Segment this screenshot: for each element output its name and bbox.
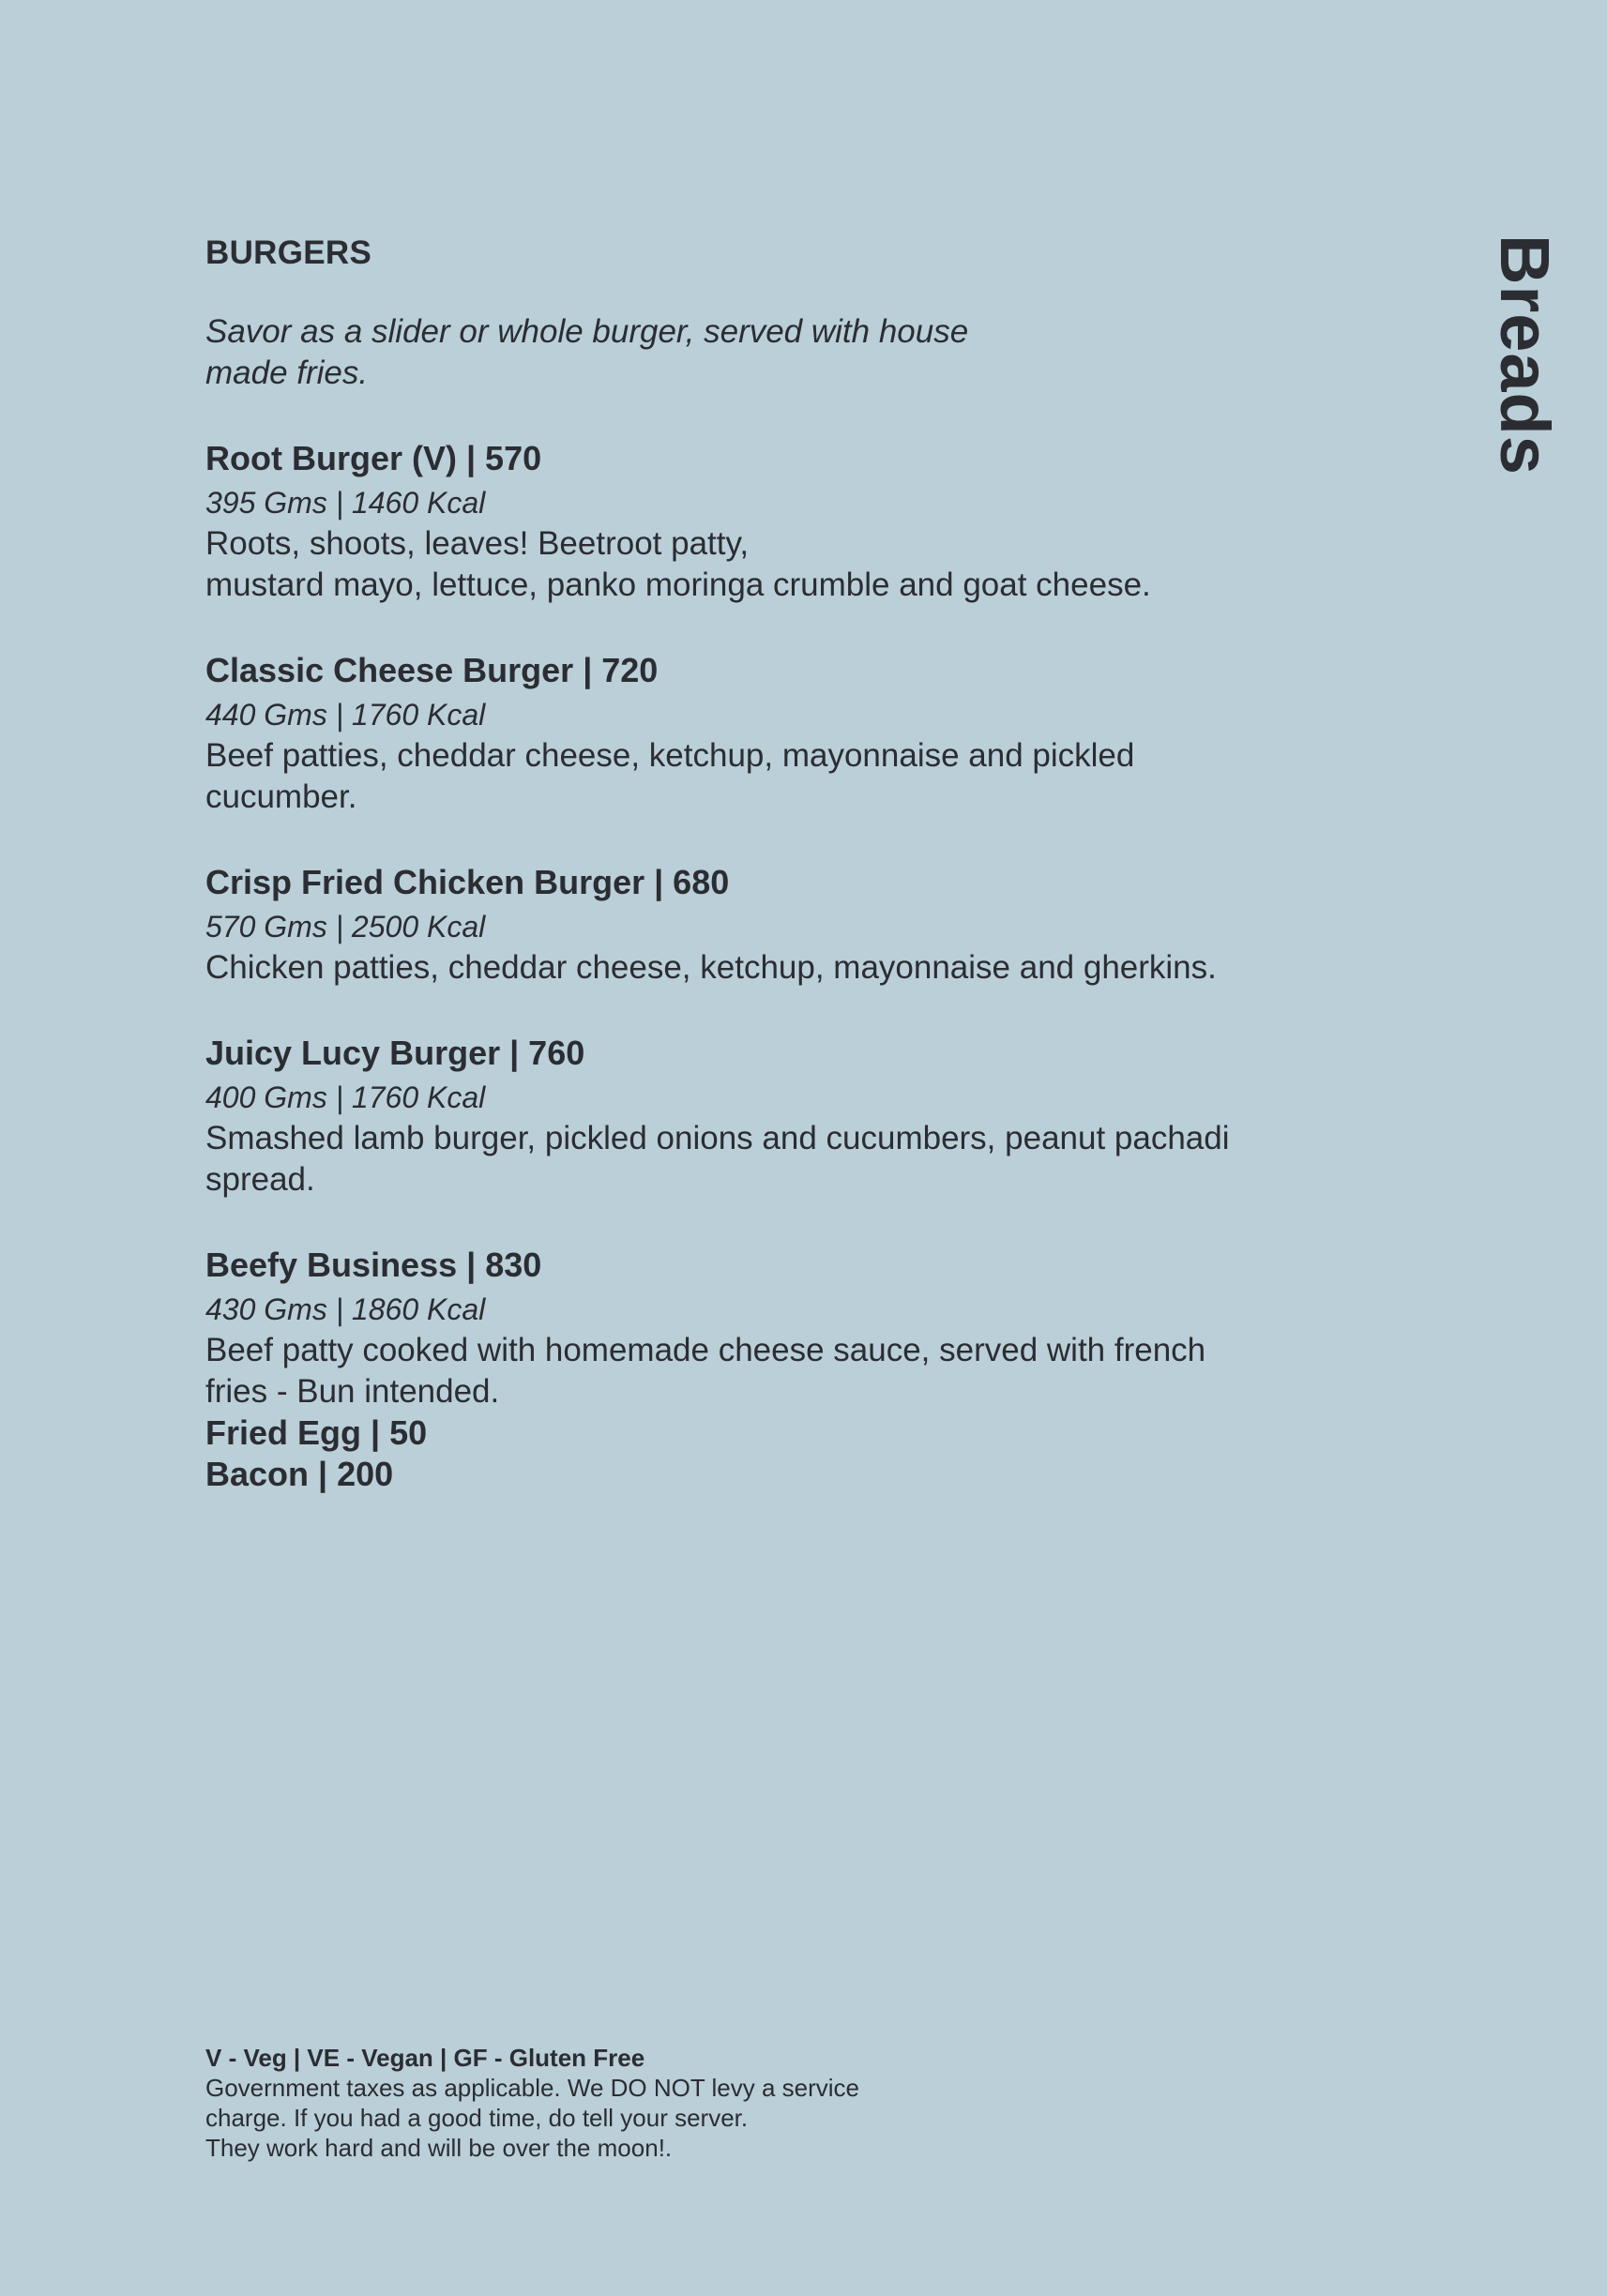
- item-name: Root Burger (V) | 570: [205, 439, 542, 477]
- item-description: Beef patties, cheddar cheese, ketchup, mayonnaise and pickled cucumber.: [205, 737, 1135, 815]
- item-name: Juicy Lucy Burger | 760: [205, 1034, 585, 1072]
- item-meta: 440 Gms | 1760 Kcal: [205, 698, 486, 732]
- menu-item-classic-cheese-burger: [205, 647, 1312, 818]
- item-name: Beefy Business | 830: [205, 1246, 542, 1284]
- diet-legend: V - Veg | VE - Vegan | GF - Gluten Free: [205, 2044, 645, 2072]
- footer: [205, 2043, 918, 2163]
- item-meta: 430 Gms | 1860 Kcal: [205, 1292, 486, 1326]
- item-meta: 570 Gms | 2500 Kcal: [205, 910, 486, 944]
- menu-item-root-burger: [205, 435, 1312, 606]
- section-intro: Savor as a slider or whole burger, served with house made fries.: [205, 313, 969, 391]
- item-description-line: mustard mayo, lettuce, panko moringa crumble and goat cheese.: [205, 566, 1151, 603]
- item-name: Crisp Fried Chicken Burger | 680: [205, 863, 730, 901]
- footer-note-line: They work hard and will be over the moon!.: [205, 2134, 673, 2162]
- side-title: Breads: [1486, 234, 1564, 476]
- item-meta: 400 Gms | 1760 Kcal: [205, 1080, 486, 1114]
- footer-note-line: Government taxes as applicable. We DO NOT levy a service: [205, 2074, 859, 2102]
- menu-item-beefy-business: [205, 1242, 1312, 1495]
- item-name: Classic Cheese Burger | 720: [205, 651, 659, 689]
- burgers-section: [205, 229, 1312, 1495]
- item-description: Beef patty cooked with homemade cheese sauce, served with french fries - Bun intended.: [205, 1332, 1206, 1410]
- menu-item-crisp-fried-chicken-burger: [205, 859, 1312, 989]
- addon-bacon: Bacon | 200: [205, 1455, 394, 1493]
- section-title: BURGERS: [205, 234, 372, 271]
- item-description: Chicken patties, cheddar cheese, ketchup, mayonnaise and gherkins.: [205, 949, 1217, 986]
- item-meta: 395 Gms | 1460 Kcal: [205, 486, 486, 520]
- menu-item-juicy-lucy-burger: [205, 1030, 1312, 1201]
- item-description: Smashed lamb burger, pickled onions and cucumbers, peanut pachadi spread.: [205, 1120, 1230, 1198]
- addon-fried-egg: Fried Egg | 50: [205, 1413, 428, 1452]
- footer-note-line: charge. If you had a good time, do tell your server.: [205, 2104, 749, 2132]
- item-description-line: Roots, shoots, leaves! Beetroot patty,: [205, 525, 750, 562]
